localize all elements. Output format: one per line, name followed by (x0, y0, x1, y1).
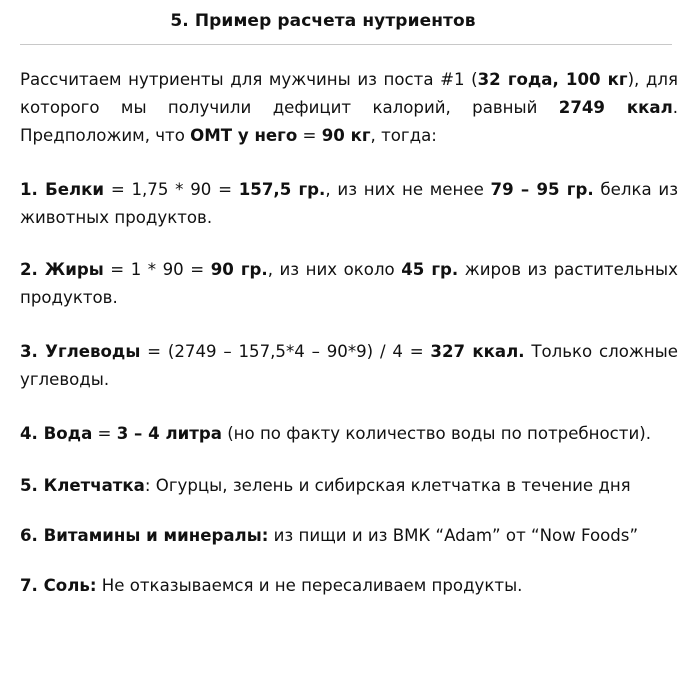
item-protein-text-2: , из них не менее (325, 180, 491, 199)
item-fats-total: 90 гр. (210, 260, 268, 279)
item-vitamins (20, 522, 678, 550)
intro-lean-mass-label: ОМТ у него (190, 126, 298, 145)
item-protein-text-1: = 1,75 * 90 = (104, 180, 239, 199)
item-carbs-total: 327 ккал. (430, 342, 525, 361)
item-fats-text-1: = 1 * 90 = (103, 260, 211, 279)
item-salt (20, 572, 678, 600)
item-water-text-1: = (92, 424, 117, 443)
item-fats-plant: 45 гр. (401, 260, 459, 279)
item-fiber (20, 472, 678, 500)
section-title: 5. Пример расчета нутриентов (170, 11, 476, 31)
intro-text-5: , тогда: (370, 126, 437, 145)
item-carbs-text-1: = (2749 – 157,5*4 – 90*9) / 4 = (140, 342, 431, 361)
item-vitamins-label: 6. Витамины и минералы: (20, 526, 269, 545)
item-water (20, 420, 678, 448)
item-protein-animal: 79 – 95 гр. (490, 180, 594, 199)
item-fats-label: 2. Жиры (20, 260, 104, 279)
intro-calorie-deficit: 2749 ккал (558, 98, 673, 117)
item-protein (20, 176, 678, 232)
item-fats (20, 256, 678, 312)
item-protein-label: 1. Белки (20, 180, 105, 199)
item-carbs-text-2: Только сложные углеводы. (20, 342, 678, 389)
item-carbs (20, 338, 678, 394)
item-salt-label: 7. Соль: (20, 576, 97, 595)
item-water-amount: 3 – 4 литра (116, 424, 222, 443)
item-vitamins-text-1: из пищи и из ВМК “Adam” от “Now Foods” (268, 526, 639, 545)
item-protein-total: 157,5 гр. (238, 180, 326, 199)
title-divider (20, 44, 672, 45)
document-body (20, 66, 678, 600)
intro-text-1: Рассчитаем нутриенты для мужчины из поста #1 ( (20, 70, 478, 89)
intro-text-2: ), для которого мы получили дефицит калорий, равный (20, 70, 678, 117)
item-fats-text-2: , из них около (267, 260, 402, 279)
intro-age-weight: 32 года, 100 кг (477, 70, 628, 89)
intro-paragraph (20, 66, 678, 150)
intro-text-4: = (297, 126, 322, 145)
intro-lean-mass-value: 90 кг (321, 126, 371, 145)
item-water-text-2: (но по факту количество воды по потребности). (221, 424, 651, 443)
item-carbs-label: 3. Углеводы (20, 342, 141, 361)
item-fats-text-3: жиров из растительных продуктов. (20, 260, 678, 307)
item-water-label: 4. Вода (20, 424, 93, 443)
item-salt-text-1: Не отказываемся и не пересаливаем продукты. (96, 576, 523, 595)
item-fiber-text-1: : Огурцы, зелень и сибирская клетчатка в течение дня (144, 476, 631, 495)
intro-text-3: . Предположим, что (20, 98, 678, 145)
item-protein-text-3: белка из животных продуктов. (20, 180, 679, 227)
item-fiber-label: 5. Клетчатка (20, 476, 145, 495)
